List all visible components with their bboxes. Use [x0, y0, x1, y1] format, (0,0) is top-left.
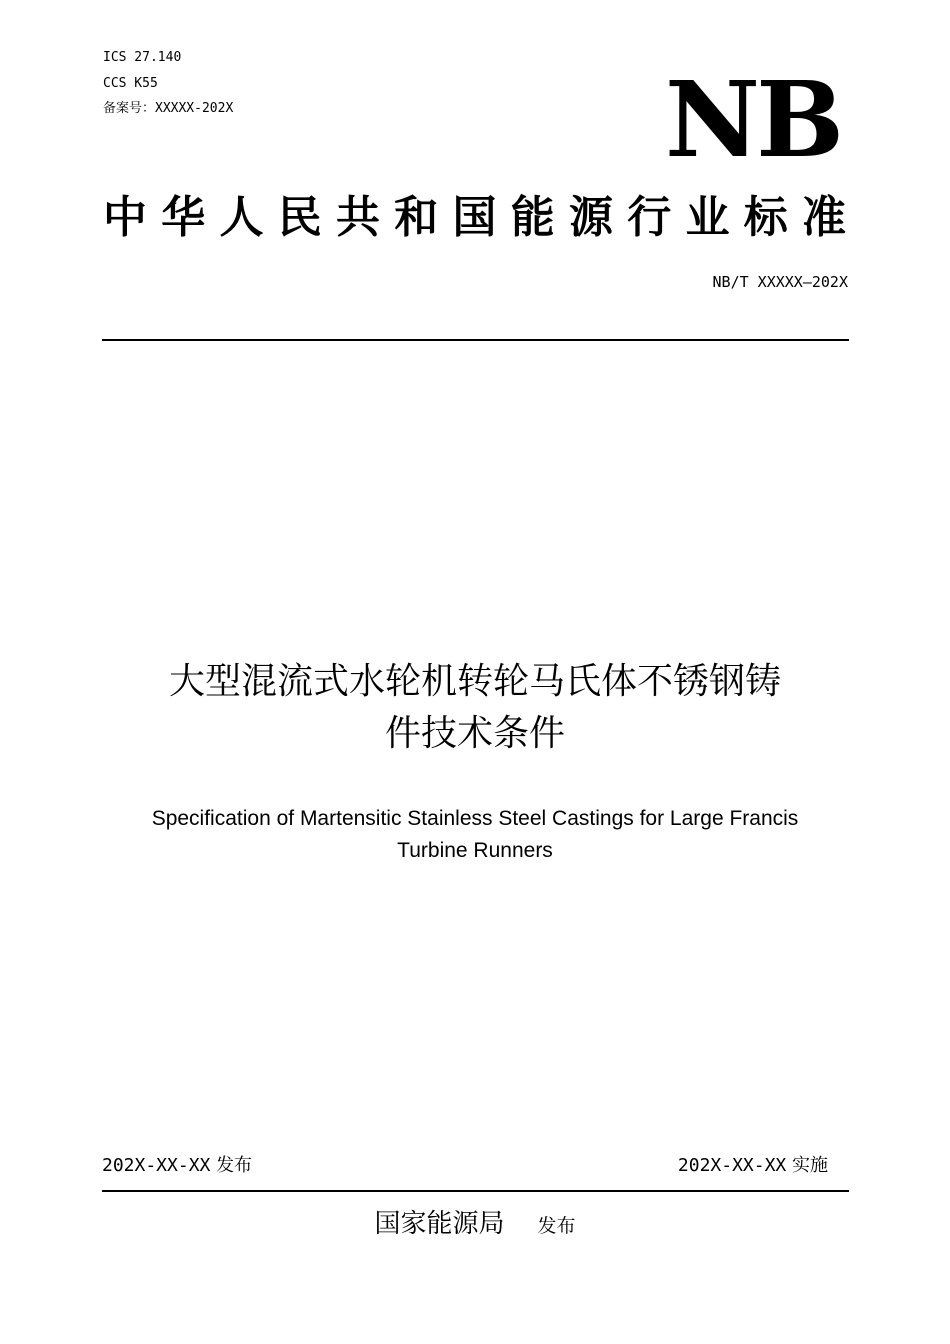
issuer-line [0, 1206, 950, 1244]
english-title [100, 803, 850, 867]
issuer-action: 发布 [537, 1215, 576, 1237]
implementation-date-value: 202X-XX-XX [677, 1155, 787, 1176]
chinese-title-line-2: 件技术条件 [384, 713, 565, 754]
standard-category-title: 中华人民共和国能源行业标准 [103, 192, 848, 243]
issuer-name: 国家能源局 [374, 1209, 505, 1239]
chinese-title-line-1: 大型混流式水轮机转轮马氏体不锈钢铸 [168, 661, 781, 702]
chinese-title [100, 656, 850, 760]
nb-logo: NB [665, 58, 840, 181]
issue-date-label: 发布 [216, 1155, 253, 1176]
issue-date-value: 202X-XX-XX [102, 1155, 211, 1176]
implementation-date-label: 实施 [792, 1155, 828, 1176]
ccs-code: CCS K55 [103, 76, 158, 91]
english-title-line-2: Turbine Runners [397, 839, 553, 862]
filing-number: 备案号：XXXXX-202X [103, 101, 234, 116]
top-divider [102, 339, 849, 341]
standard-number: NB/T XXXXX—202X [712, 273, 848, 291]
bottom-divider [102, 1190, 849, 1192]
english-title-line-1: Specification of Martensitic Stainless Steel Castings for Large Francis [151, 807, 799, 830]
issue-date [102, 1153, 252, 1179]
implementation-date [678, 1153, 828, 1179]
ics-code: ICS 27.140 [103, 50, 182, 65]
